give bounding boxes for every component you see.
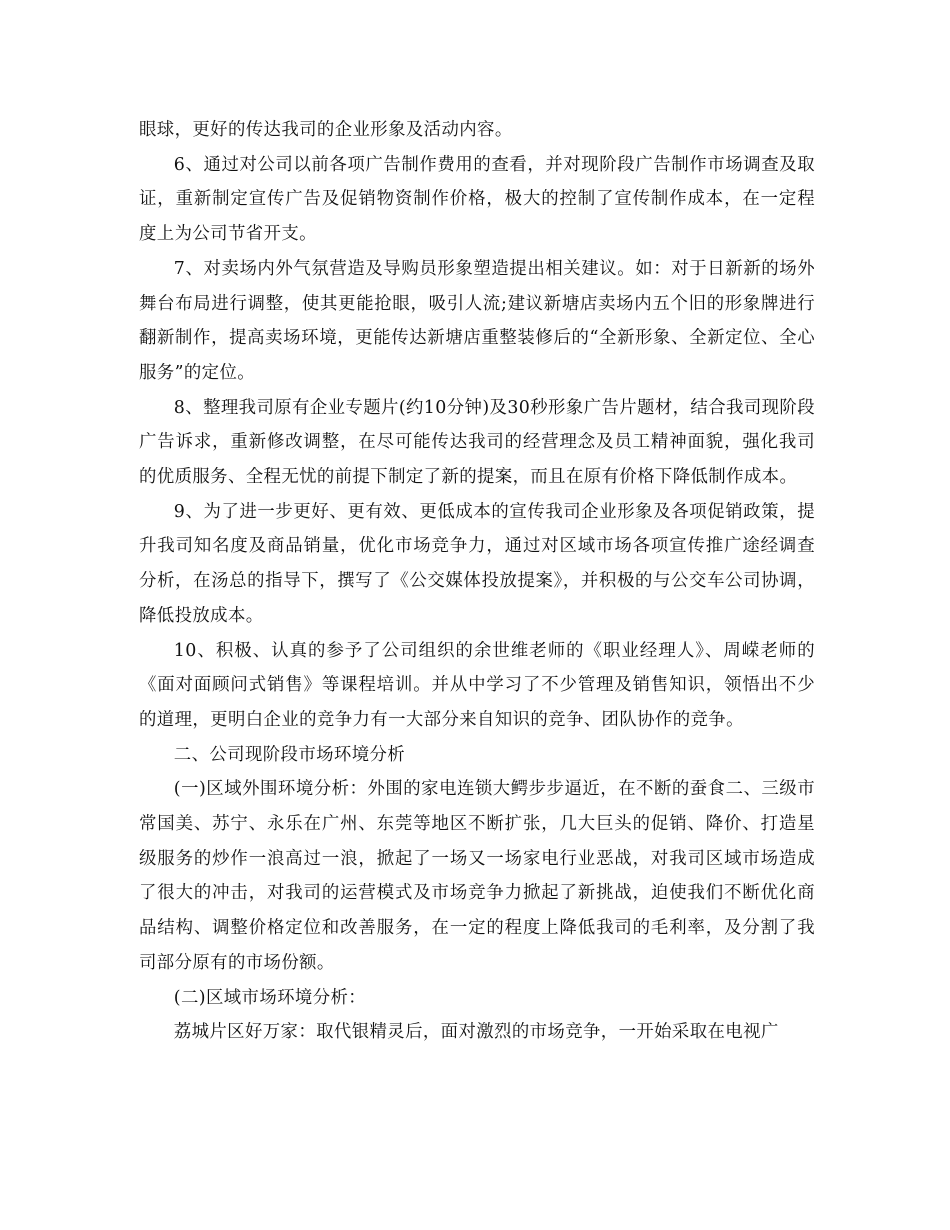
paragraph-item-10: 10、积极、认真的参予了公司组织的余世维老师的《职业经理人》、周嵘老师的《面对面顾问式销售》等课程培训。并从中学习了不少管理及销售知识，领悟出不少的道理，更明白企业的竞争力有一大部分来自知识的竞争、团队协作的竞争。 (139, 640, 815, 730)
subheading-regional-market: (二)区域市场环境分析： (173, 987, 367, 1008)
paragraph-external-environment: (一)区域外围环境分析：外围的家电连锁大鳄步步逼近，在不断的蚕食二、三级市常国美、苏宁、永乐在广州、东莞等地区不断扩张，几大巨头的促销、降价、打造星级服务的炒作一浪高过一浪，掀起了一场又一场家电行业恶战，对我司区域市场造成了很大的冲击，对我司的运营模式及市场竞争力掀起了新挑战，迫使我们不断优化商品结构、调整价格定位和改善服务，在一定的程度上降低我司的毛利率，及分割了我司部分原有的市场份额。 (139, 779, 815, 973)
paragraph-item-7: 7、对卖场内外气氛营造及导购员形象塑造提出相关建议。如：对于日新新的场外舞台布局进行调整，使其更能抢眼，吸引人流;建议新塘店卖场内五个旧的形象牌进行翻新制作，提高卖场环境，更能传达新塘店重整装修后的“全新形象、全新定位、全心服务”的定位。 (139, 258, 815, 383)
paragraph-licheng-district: 荔城片区好万家：取代银精灵后，面对激烈的市场竞争，一开始采取在电视广 (173, 1022, 779, 1043)
section-heading-market-analysis: 二、公司现阶段市场环境分析 (173, 744, 406, 765)
paragraph-item-8: 8、整理我司原有企业专题片(约10分钟)及30秒形象广告片题材，结合我司现阶段广告诉求，重新修改调整，在尽可能传达我司的经营理念及员工精神面貌，强化我司的优质服务、全程无忧的前提下制定了新的提案，而且在原有价格下降低制作成本。 (139, 397, 815, 488)
paragraph-item-9: 9、为了进一步更好、更有效、更低成本的宣传我司企业形象及各项促销政策，提升我司知名度及商品销量，优化市场竞争力，通过对区域市场各项宣传推广途经调查分析，在汤总的指导下，撰写了《公交媒体投放提案》，并积极的与公交车公司协调，降低投放成本。 (139, 501, 815, 626)
document-body (139, 113, 815, 1050)
paragraph-item-6: 6、通过对公司以前各项广告制作费用的查看，并对现阶段广告制作市场调查及取证，重新制定宣传广告及促销物资制作价格，极大的控制了宣传制作成本，在一定程度上为公司节省开支。 (139, 154, 815, 245)
paragraph-intro-continuation: 眼球，更好的传达我司的企业形象及活动内容。 (139, 120, 513, 140)
